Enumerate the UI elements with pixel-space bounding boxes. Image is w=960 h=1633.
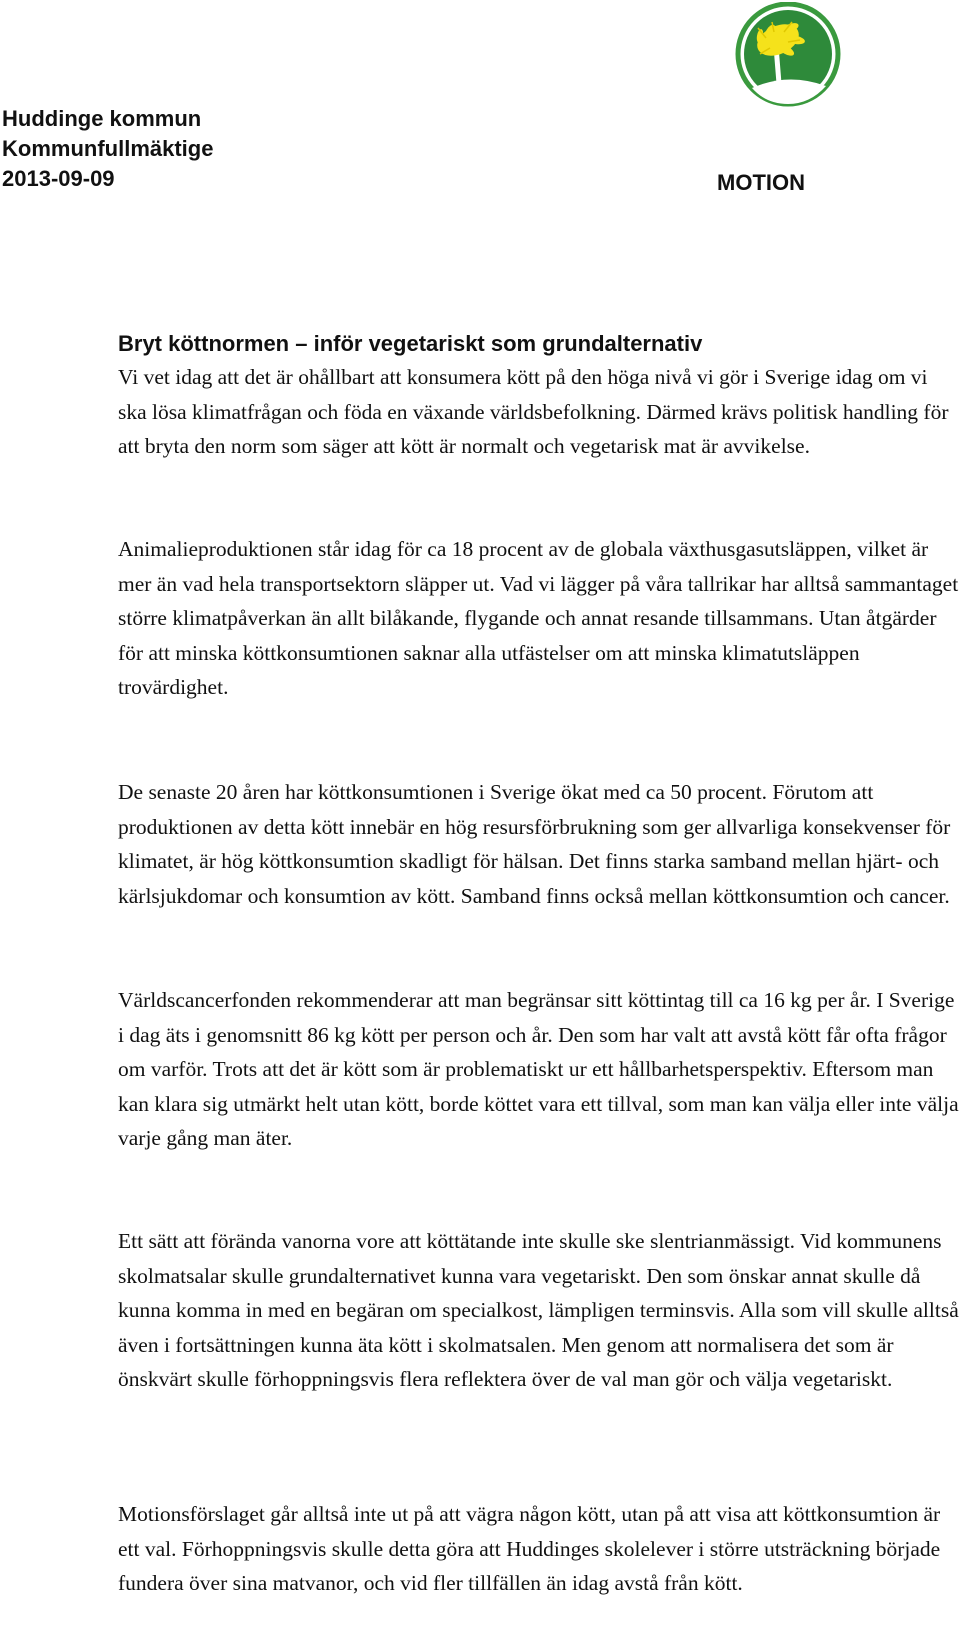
paragraph-3: De senaste 20 åren har köttkonsumtionen i Sverige ökat med ca 50 procent. Förutom att produktionen av detta kött innebär en hög resursförbrukning som ger allvarliga konsekvenser för klimatet, är hög köttkonsumtion skadligt för hälsan. Det finns starka samband mellan hjärt- och kärlsjukdomar och konsumtion av kött. Samband finns också mellan köttkonsumtion och cancer. — [118, 780, 951, 908]
dandelion-logo-icon — [730, 2, 852, 112]
paragraph-6: Motionsförslaget går alltså inte ut på att vägra någon kött, utan på att visa att köttkonsumtion är ett val. Förhoppningsvis skulle detta göra att Huddinges skolelever i större utsträckning började fundera över sina matvanor, och vid fler tillfällen än idag avstå från kött. — [118, 1502, 941, 1595]
document-header — [2, 104, 213, 194]
document-date: 2013-09-09 — [2, 166, 115, 191]
motion-title: Bryt köttnormen – inför vegetariskt som grundalternativ — [118, 331, 703, 356]
paragraph-1: Vi vet idag att det är ohållbart att konsumera kött på den höga nivå vi gör i Sverige idag om vi ska lösa klimatfrågan och föda en växande världsbefolkning. Därmed krävs politisk handling för att bryta den norm som säger att kött är normalt och vegetarisk mat är avvikelse. — [118, 365, 949, 458]
paragraph-4: Världscancerfonden rekommenderar att man begränsar sitt köttintag till ca 16 kg per år. I Sverige i dag äts i genomsnitt 86 kg kött per person och år. Den som har valt att avstå kött får ofta frågor om varför. Trots att det är kött som är problematiskt ur ett hållbarhetsperspektiv. Eftersom man kan klara sig utmärkt helt utan kött, borde köttet vara ett tillval, som man kan välja eller inte välja varje gång man äter. — [118, 988, 959, 1150]
document-type-label: MOTION — [717, 170, 805, 195]
council-name: Kommunfullmäktige — [2, 136, 214, 161]
paragraph-5: Ett sätt att förända vanorna vore att köttätande inte skulle ske slentrianmässigt. Vid kommunens skolmatsalar skulle grundalternativet kunna vara vegetariskt. Den som önskar annat skulle då kunna komma in med en begäran om specialkost, lämpligen terminsvis. Alla som vill skulle alltså även i fortsättningen kunna äta kött i skolmatsalen. Men genom att normalisera det som är önskvärt skulle förhoppningsvis flera reflektera över de val man gör och välja vegetariskt. — [118, 1229, 959, 1391]
paragraph-2: Animalieproduktionen står idag för ca 18 procent av de globala växthusgasutsläppen, vilket är mer än vad hela transportsektorn släpper ut. Vad vi lägger på våra tallrikar har alltså sammantaget större klimatpåverkan än allt bilåkande, flygande och annat resande tillsammans. Utan åtgärder för att minska köttkonsumtionen saknar alla utfästelser om att minska klimatutsläppen trovärdighet. — [118, 537, 959, 699]
municipality-name: Huddinge kommun — [2, 106, 202, 131]
party-logo — [730, 2, 852, 112]
